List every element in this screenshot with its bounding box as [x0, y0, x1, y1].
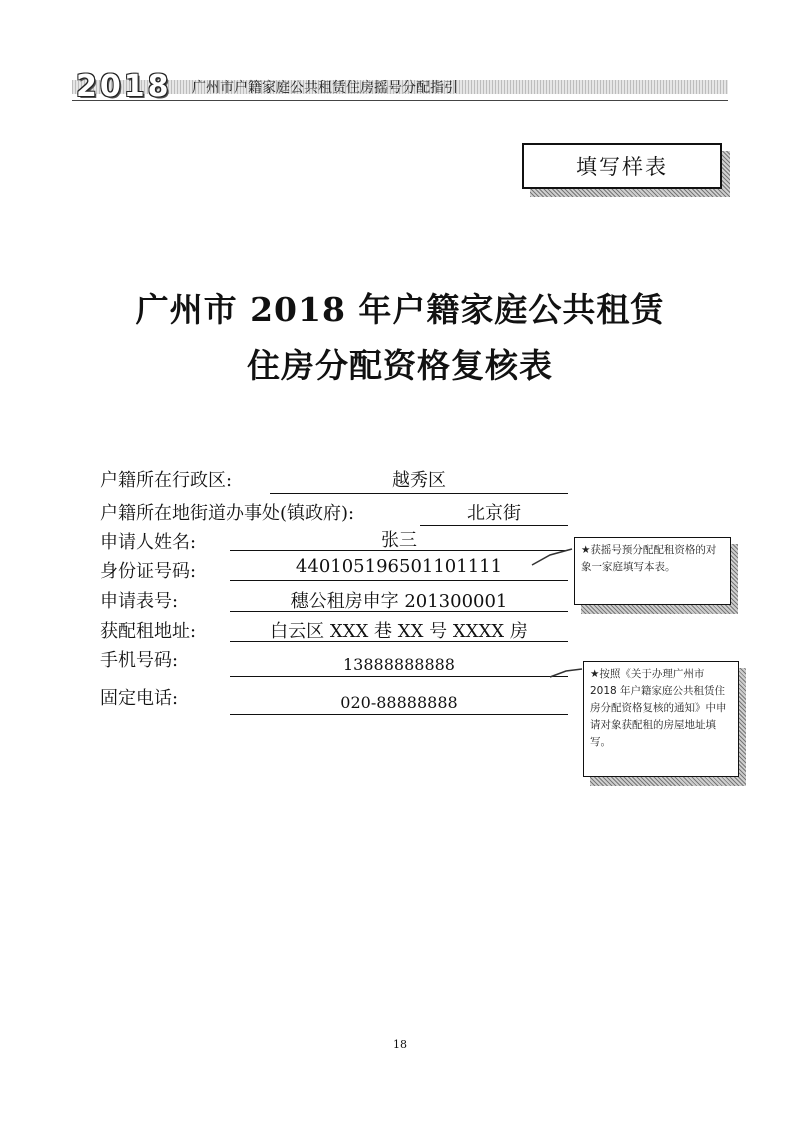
form-no-label: 申请表号:	[100, 591, 179, 612]
note2-box: ★按照《关于办理广州市 2018 年户籍家庭公共租赁住房分配资格复核的通知》中申请对象获配租的房屋地址填写。	[583, 661, 739, 777]
header-divider	[72, 100, 728, 101]
form-title-line2: 住房分配资格复核表	[247, 346, 553, 385]
district-value: 越秀区	[392, 470, 446, 491]
id-underline	[230, 580, 568, 581]
page-header	[72, 69, 728, 104]
name-label: 申请人姓名:	[100, 532, 197, 553]
mobile-value: 13888888888	[343, 655, 455, 674]
name-underline	[230, 550, 568, 551]
id-value: 440105196501101111	[295, 556, 503, 577]
form-no-underline	[230, 611, 568, 612]
name-value: 张三	[381, 530, 417, 551]
phone-underline	[230, 714, 568, 715]
mobile-underline	[230, 676, 568, 677]
page-number: 18	[393, 1038, 407, 1051]
street-label: 户籍所在地街道办事处(镇政府):	[100, 503, 355, 524]
district-label: 户籍所在行政区:	[100, 470, 233, 491]
id-label: 身份证号码:	[100, 561, 197, 582]
address-value: 白云区 XXX 巷 XX 号 XXXX 房	[270, 621, 528, 642]
street-value: 北京街	[467, 503, 521, 524]
mobile-label: 手机号码:	[100, 650, 179, 671]
phone-value: 020-88888888	[340, 693, 458, 712]
address-underline	[230, 641, 568, 642]
note1-box: ★获摇号预分配配租资格的对象一家庭填写本表。	[574, 537, 731, 605]
header-title: 广州市户籍家庭公共租赁住房摇号分配指引	[192, 80, 458, 96]
form-title-line1: 广州市 2018 年户籍家庭公共租赁	[135, 290, 665, 329]
phone-label: 固定电话:	[100, 688, 179, 709]
district-underline	[270, 493, 568, 494]
sample-label: 填写样表	[522, 143, 722, 189]
address-label: 获配租地址:	[100, 621, 197, 642]
header-year: 2018	[76, 69, 172, 104]
form-no-value: 穗公租房申字 201300001	[290, 591, 508, 612]
